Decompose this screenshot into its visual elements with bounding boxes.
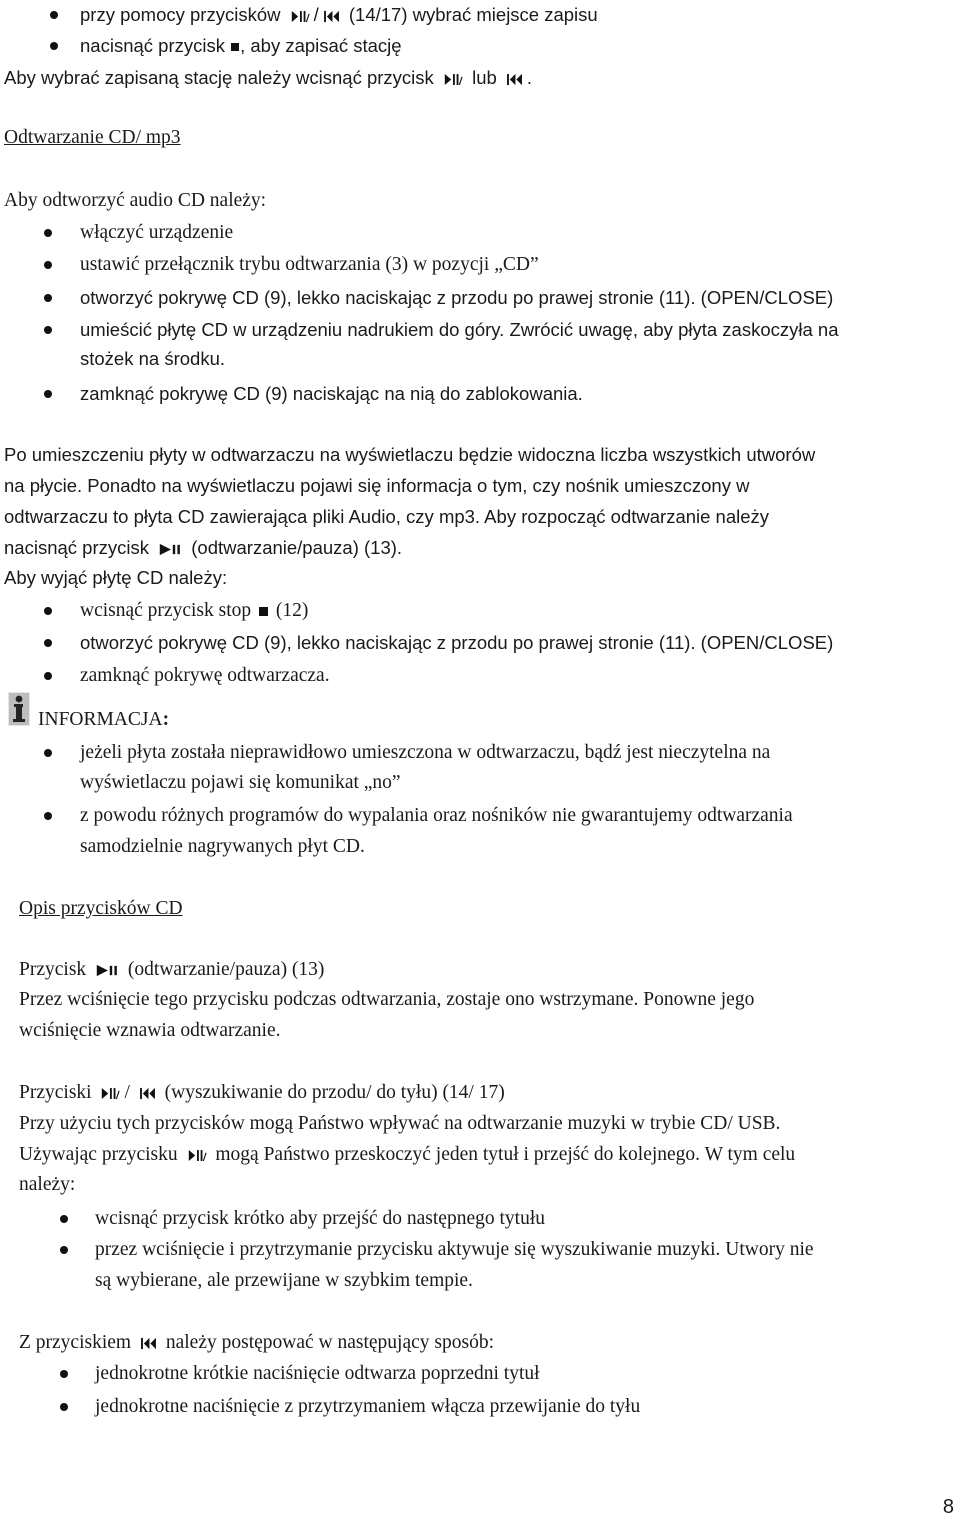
bullet — [44, 812, 52, 820]
info-item: z powodu różnych programów do wypalania oraz nośników nie gwarantujemy odtwarzania — [80, 805, 793, 826]
info-item-cont: wyświetlaczu pojawi się komunikat „no” — [80, 772, 401, 793]
bullet — [50, 11, 58, 19]
skip-back-icon — [506, 73, 523, 86]
bullet — [50, 42, 58, 50]
play-button-desc: Przez wciśnięcie tego przycisku podczas odtwarzania, zostaje ono wstrzymane. Ponowne jego — [19, 989, 755, 1010]
cd-paragraph-line: Po umieszczeniu płyty w odtwarzaczu na wyświetlaczu będzie widoczna liczba wszystkich utworów — [4, 444, 816, 465]
prev-item: jednokrotne krótkie naciśnięcie odtwarza poprzedni tytuł — [95, 1363, 540, 1384]
bullet — [60, 1403, 68, 1411]
play-pause-icon — [158, 543, 182, 556]
stop-square-icon — [231, 43, 239, 51]
play-pause-next-icon — [100, 1087, 120, 1100]
info-item-cont: samodzielnie nagrywanych płyt CD. — [80, 836, 365, 857]
skip-back-icon — [139, 1087, 156, 1100]
cd-step-cont: stożek na środku. — [80, 348, 225, 369]
play-button-desc: wciśnięcie wznawia odtwarzanie. — [19, 1020, 281, 1041]
play-pause-next-icon — [187, 1149, 207, 1162]
buttons-section-heading: Opis przycisków CD — [19, 898, 183, 919]
bullet — [60, 1246, 68, 1254]
cd-step: ustawić przełącznik trybu odtwarzania (3) w pozycji „CD” — [80, 254, 539, 275]
search-item: przez wciśnięcie i przytrzymanie przycisku aktywuje się wyszukiwanie muzyki. Utwory nie — [95, 1239, 814, 1260]
bullet — [44, 390, 52, 398]
skip-back-icon — [323, 10, 340, 23]
info-icon — [8, 692, 30, 726]
search-item: wcisnąć przycisk krótko aby przejść do następnego tytułu — [95, 1208, 545, 1229]
search-item-cont: są wybierane, ale przewijane w szybkim tempie. — [95, 1270, 473, 1291]
play-pause-next-icon — [443, 73, 463, 86]
radio-step-2: nacisnąć przycisk , aby zapisać stację — [80, 35, 402, 56]
cd-paragraph-line: na płycie. Ponadto na wyświetlaczu pojawi się informacja o tym, czy nośnik umieszczony w — [4, 475, 750, 496]
bullet — [44, 607, 52, 615]
stop-square-icon — [259, 607, 268, 616]
bullet — [44, 326, 52, 334]
bullet — [44, 639, 52, 647]
bullet — [44, 261, 52, 269]
radio-step-1: przy pomocy przycisków / (14/17) wybrać miejsce zapisu — [80, 4, 598, 25]
page-number: 8 — [942, 1496, 954, 1518]
search-desc: należy: — [19, 1174, 76, 1195]
search-buttons-title: Przyciski / (wyszukiwanie do przodu/ do tyłu) (14/ 17) — [19, 1082, 505, 1103]
cd-section-heading: Odtwarzanie CD/ mp3 — [4, 127, 181, 148]
bullet — [60, 1215, 68, 1223]
prev-item: jednokrotne naciśnięcie z przytrzymaniem włącza przewijanie do tyłu — [95, 1396, 641, 1417]
cd-paragraph-line: odtwarzaczu to płyta CD zawierająca pliki Audio, czy mp3. Aby rozpocząć odtwarzanie należy — [4, 506, 770, 527]
cd-step: włączyć urządzenie — [80, 222, 234, 243]
play-button-title: Przycisk (odtwarzanie/pauza) (13) — [19, 959, 325, 980]
bullet — [44, 749, 52, 757]
cd-paragraph-line: nacisnąć przycisk (odtwarzanie/pauza) (13). — [4, 537, 403, 558]
bullet — [44, 672, 52, 680]
info-item: jeżeli płyta została nieprawidłowo umieszczona w odtwarzaczu, bądź jest nieczytelna na — [80, 742, 771, 763]
eject-step: wcisnąć przycisk stop (12) — [80, 600, 309, 621]
cd-step: otworzyć pokrywę CD (9), lekko naciskając z przodu po prawej stronie (11). (OPEN/CLOSE) — [80, 287, 834, 308]
search-desc: Przy użyciu tych przycisków mogą Państwo wpływać na odtwarzanie muzyki w trybie CD/ USB. — [19, 1113, 781, 1134]
cd-step: zamknąć pokrywę CD (9) naciskając na nią do zablokowania. — [80, 383, 583, 404]
cd-intro: Aby odtworzyć audio CD należy: — [4, 190, 267, 211]
eject-intro: Aby wyjąć płytę CD należy: — [4, 567, 228, 588]
bullet — [44, 229, 52, 237]
skip-back-icon — [140, 1337, 157, 1350]
bullet — [44, 294, 52, 302]
prev-button-title: Z przyciskiem należy postępować w następujący sposób: — [19, 1332, 495, 1353]
play-pause-next-icon — [290, 10, 310, 23]
select-station-line: Aby wybrać zapisaną stację należy wcisnąć przycisk lub . — [4, 67, 533, 88]
eject-step: otworzyć pokrywę CD (9), lekko naciskając z przodu po prawej stronie (11). (OPEN/CLOSE) — [80, 632, 834, 653]
play-pause-icon — [95, 964, 119, 977]
bullet — [60, 1370, 68, 1378]
info-label: INFORMACJA: — [38, 709, 170, 730]
search-desc: Używając przycisku mogą Państwo przeskoczyć jeden tytuł i przejść do kolejnego. W tym celu — [19, 1144, 796, 1165]
cd-step: umieścić płytę CD w urządzeniu nadrukiem do góry. Zwrócić uwagę, aby płyta zaskoczyła na — [80, 319, 839, 340]
eject-step: zamknąć pokrywę odtwarzacza. — [80, 665, 330, 686]
